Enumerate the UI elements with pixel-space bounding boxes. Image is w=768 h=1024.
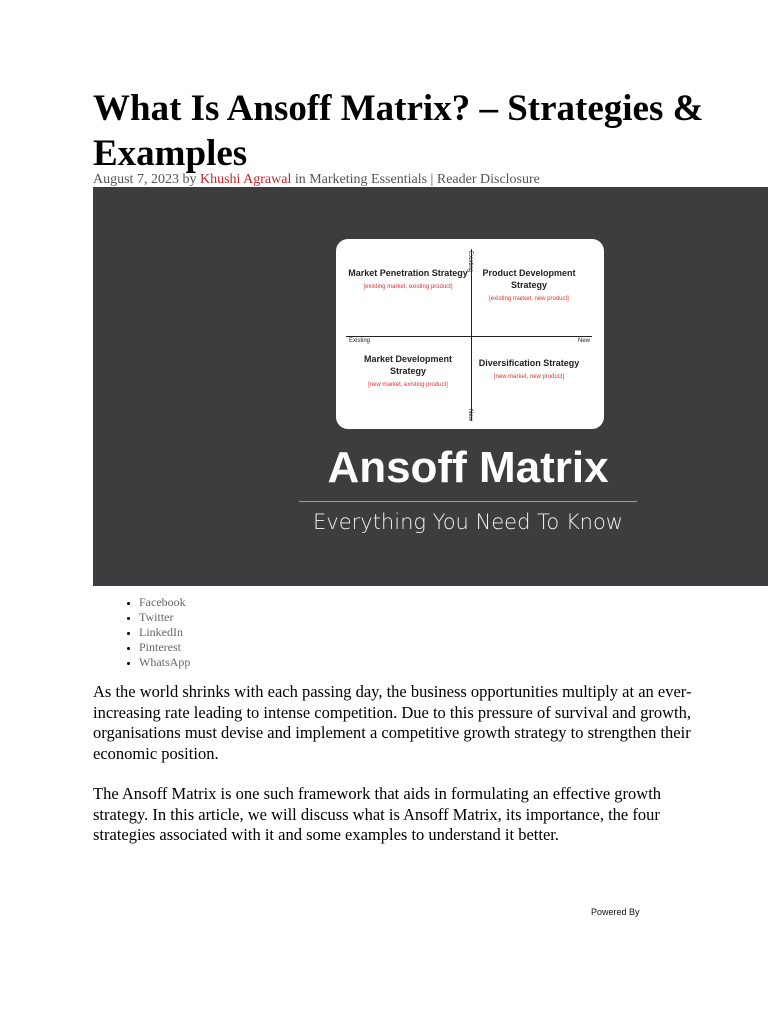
publish-date: August 7, 2023	[93, 172, 179, 187]
featured-image	[93, 187, 768, 586]
quadrant-diversification	[469, 357, 589, 381]
hero-title: Ansoff Matrix	[327, 443, 609, 492]
share-pinterest[interactable]: • Pinterest	[139, 640, 190, 655]
hero-divider	[299, 501, 637, 502]
axis-label-right: New	[577, 338, 590, 344]
quadrant-subtitle: [new market, existing product]	[368, 382, 448, 388]
powered-by-label: Powered By	[591, 907, 640, 917]
hero-subtitle: Everything You Need To Know	[313, 510, 623, 534]
by-label: by	[182, 172, 197, 187]
quadrant-title: Market Development Strategy	[363, 354, 453, 376]
share-whatsapp[interactable]: • WhatsApp	[139, 655, 190, 670]
quadrant-subtitle: [existing market, new product]	[489, 296, 569, 302]
quadrant-subtitle: [existing market, existing product]	[363, 284, 453, 290]
share-facebook[interactable]: • Facebook	[139, 595, 190, 610]
quadrant-product-development	[469, 267, 589, 303]
quadrant-title: Diversification Strategy	[478, 358, 580, 368]
share-twitter[interactable]: • Twitter	[139, 610, 190, 625]
reader-disclosure-link[interactable]: Reader Disclosure	[436, 172, 540, 187]
quadrant-title: Product Development Strategy	[482, 268, 576, 290]
axis-label-left: Existing	[349, 338, 371, 344]
quadrant-market-development	[348, 353, 468, 389]
article-title: What Is Ansoff Matrix? – Strategies & Examples	[93, 88, 704, 174]
quadrant-market-penetration	[348, 267, 468, 291]
axis-label-bottom: New	[467, 409, 473, 422]
in-label: in	[294, 172, 306, 187]
meta-separator: |	[430, 172, 434, 187]
quadrant-subtitle: [new market, new product]	[493, 374, 565, 380]
share-linkedin[interactable]: • LinkedIn	[139, 625, 190, 640]
quadrant-title: Market Penetration Strategy	[348, 268, 468, 278]
author-link[interactable]: Khushi Agrawal	[199, 172, 292, 187]
intro-paragraph: As the world shrinks with each passing day, the business opportunities multiply at an ever-increasing rate leading to intense competition. Due to this pressure of survival and growth, organisations must devise and implement a competitive growth strategy to strengthen their economic position.	[93, 682, 692, 763]
ansoff-matrix-diagram	[336, 239, 604, 429]
axis-label-top: Existing	[467, 251, 473, 273]
matrix-horizontal-axis	[346, 336, 592, 337]
social-share-list	[93, 595, 190, 670]
body-paragraph: The Ansoff Matrix is one such framework that aids in formulating an effective growth strategy. In this article, we will discuss what is Ansoff Matrix, its importance, the four strategies associated with it and some examples to understand it better.	[93, 784, 662, 844]
category-link[interactable]: Marketing Essentials	[309, 172, 428, 187]
